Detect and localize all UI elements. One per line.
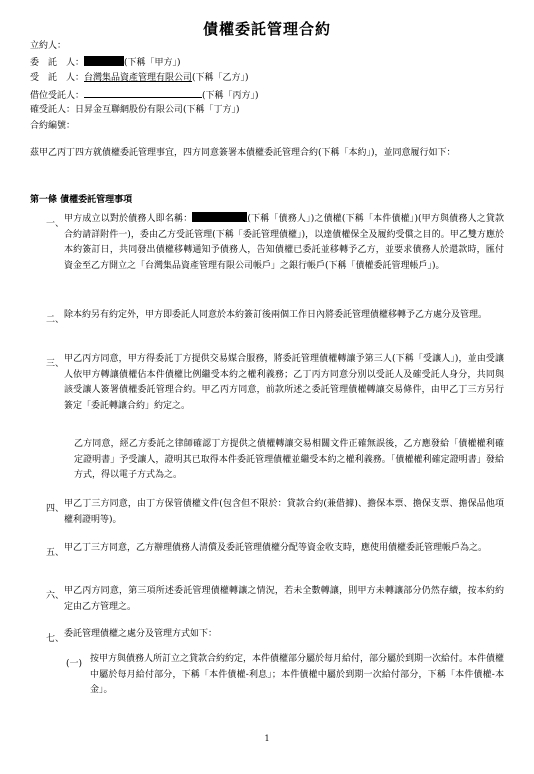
party-d-label: 確受託人： — [30, 105, 76, 115]
redaction-block — [192, 212, 247, 222]
document-title: 債權委託管理合約 — [202, 20, 331, 38]
item-number: 四、 — [46, 504, 65, 514]
clause-3-continued: 乙方同意，經乙方委託之律師確認丁方提供之債權轉讓交易相關文件正確無誤後，乙方應發給「債權權利確定證明書」予受讓人，證明其已取得本件委託管理債權並繼受本約之權利義務。「債權權利確定證明書」發給方式，得以電子方式為之。 — [74, 439, 504, 480]
item-number: 六、 — [46, 591, 65, 601]
item-number: 二、 — [46, 315, 65, 325]
item-number: 三、 — [46, 359, 65, 369]
clause-7: 委託管理債權之處分及管理方式如下： — [64, 629, 218, 639]
clause-3: 甲乙丙方同意，甲方得委託丁方提供交易媒合服務，將委託管理債權轉讓予第三人(下稱「受讓人」)，並由受讓人依甲方轉讓債權佔本件債權比例繼受本約之權利義務；乙丁丙方同意分別以受託人及確受託人身分，共同與該受讓人簽署債權委託管理合約。甲乙丙方同意，前款所述之委託管理債權轉讓交易條件，由甲乙丁三方另行簽定「委託轉讓合約」約定之。 — [64, 354, 504, 411]
contract-number: 合約編號： — [30, 121, 76, 131]
page-number: 1 — [264, 734, 270, 743]
party-b-name: 台灣集品資產管理有限公司 — [84, 73, 193, 83]
party-d-line — [30, 104, 240, 116]
clause-2: 除本約另有約定外，甲方即委託人同意於本約簽訂後兩個工作日內將委託管理債權移轉予乙方處分及管理。 — [64, 310, 488, 320]
party-b-label: 受 託 人： — [30, 73, 85, 83]
party-a-suffix: (下稱「甲方」) — [124, 58, 181, 68]
clause-1-start: 甲方成立以對於債務人即名稱： — [64, 214, 193, 224]
party-c-line — [30, 88, 259, 102]
clause-1 — [64, 212, 504, 274]
section-title: 第一條 債權委託管理事項 — [30, 195, 133, 205]
party-a-label: 委 託 人： — [30, 58, 85, 68]
clause-7-1: 按甲方與債務人所訂立之貸款合約約定，本件債權部分屬於每月給付，部分屬於到期一次給付。本件債權中屬於每月給付部分，下稱「本件債權-利息」；本件債權中屬於到期一次給付部分，下稱「本件債權-本金」。 — [90, 654, 505, 695]
party-c-label: 借位受託人： — [30, 91, 85, 101]
item-number: 一、 — [46, 219, 65, 229]
party-a-line — [30, 56, 181, 69]
clause-4: 甲乙丁三方同意，由丁方保管債權文件(包含但不限於：貸款合約(兼借據)、擔保本票、擔保支票、擔保品他項權利證明等)。 — [64, 499, 504, 525]
party-b-suffix: (下稱「乙方」) — [192, 73, 249, 83]
clause-5: 甲乙丁三方同意，乙方辦理債務人清償及委託管理債權分配等資金收支時，應使用債權委託管理帳戶為之。 — [64, 543, 488, 553]
redaction-block — [84, 56, 124, 66]
party-b-line — [30, 72, 249, 84]
party-d-name: 日昇金互聯網股份有限公司(下稱「丁方」) — [75, 105, 240, 115]
item-number: 七、 — [46, 634, 65, 644]
clause-6: 甲乙丙方同意，第三項所述委託管理債權轉讓之情況，若未全數轉讓，則甲方未轉讓部分仍然存續，按本約約定由乙方管理之。 — [64, 586, 504, 612]
item-number: 五、 — [46, 548, 65, 558]
intro-paragraph: 茲甲乙丙丁四方就債權委託管理事宜，四方同意簽署本債權委託管理合約(下稱「本約」)，並同意履行如下： — [30, 148, 456, 158]
party-c-suffix: (下稱「丙方」) — [202, 91, 259, 101]
subitem-number: (一) — [66, 659, 83, 669]
blank-line — [84, 88, 202, 98]
clause-1-rest: (下稱「債務人」)之債權(下稱「本件債權」)(甲方與債務人之貸款合約請詳附件一)，委由乙方受託管理(下稱「委託管理債權」)，以達債權保全及履約受償之目的。甲乙雙方應於本約簽訂日，共同發出債權移轉通知予債務人，告知債權已委託並移轉予乙方，並要求債務人於還款時，匯付資金至乙方開立之「台灣集品資產管理有限公司帳戶」之銀行帳戶(下稱「債權委託管理帳戶」)。 — [64, 214, 504, 271]
parties-header: 立約人： — [30, 41, 67, 51]
